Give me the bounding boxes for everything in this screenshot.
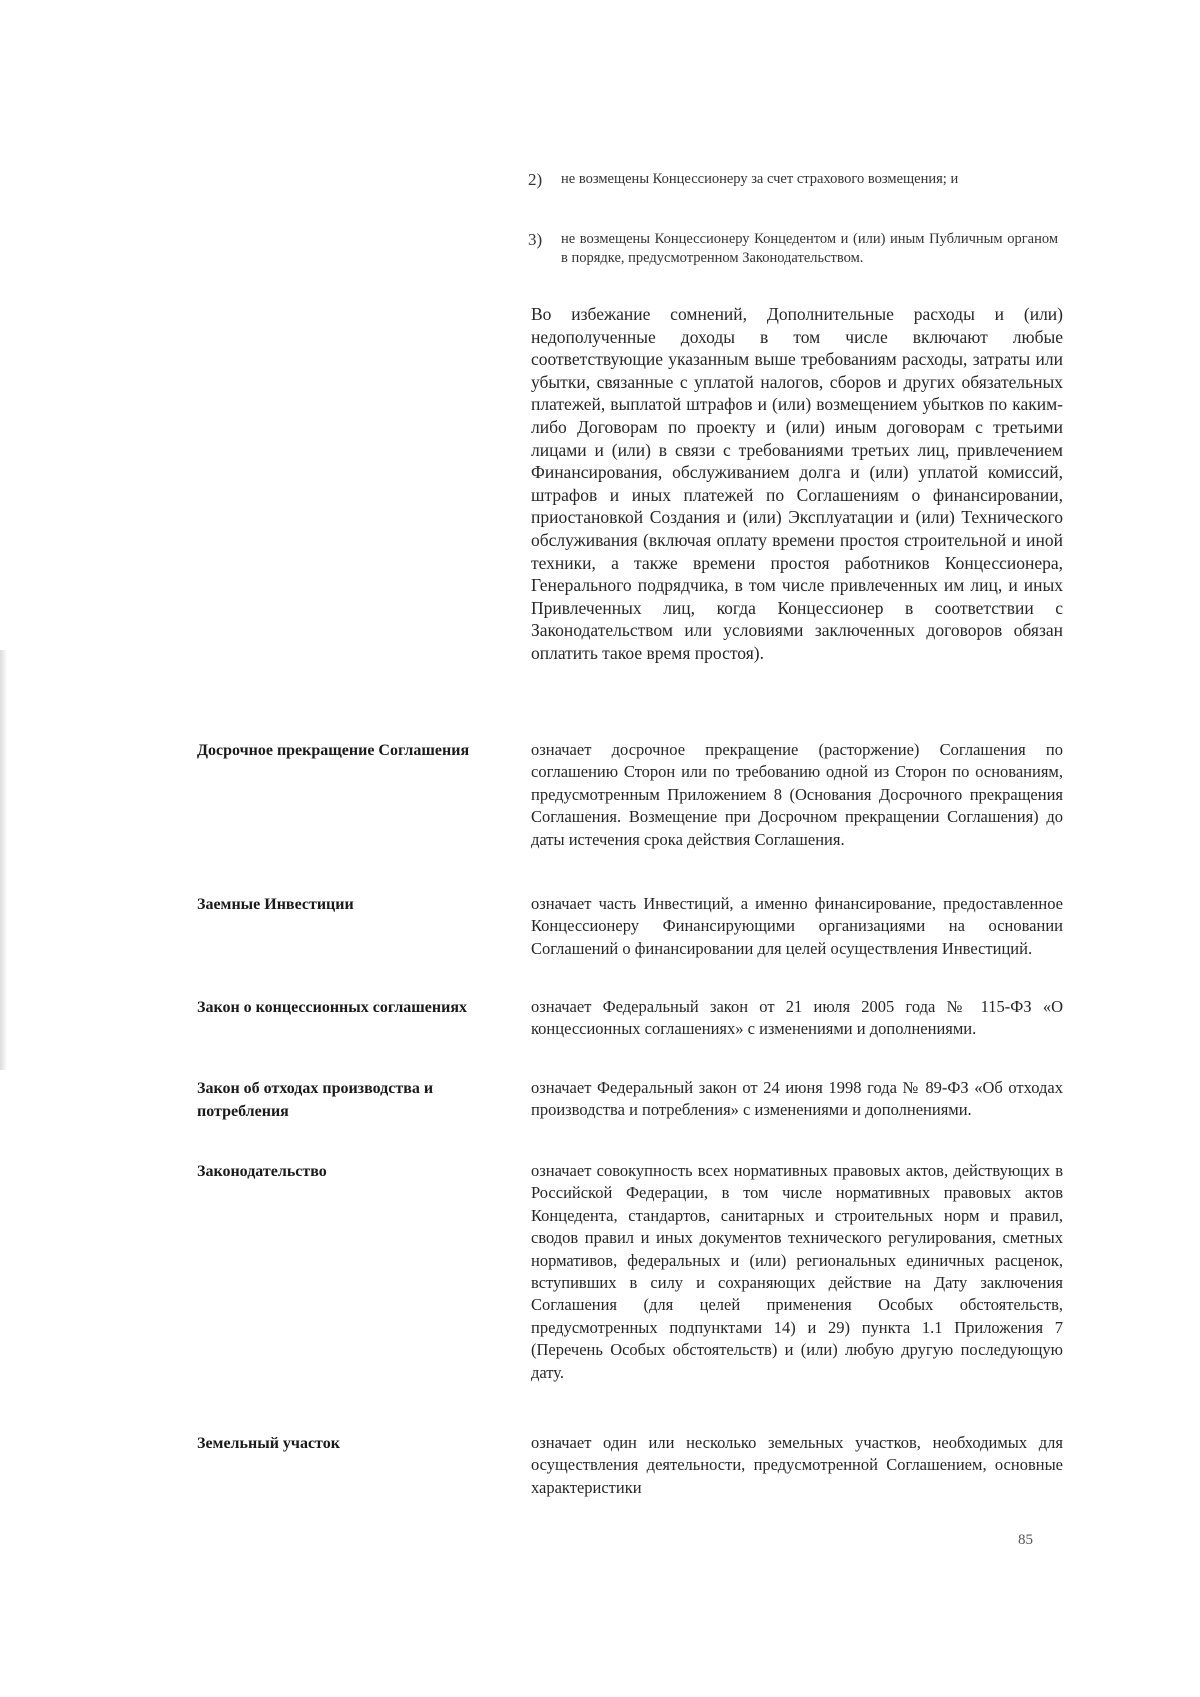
list-item-2 [528, 170, 1058, 189]
definition-land-plot: означает один или несколько земельных участков, необходимых для осуществления деятельности, предусмотренной Соглашением, основные характеристики [531, 1433, 1063, 1497]
term-early-termination: Досрочное прекращение Соглашения [197, 742, 470, 759]
definition-waste-law: означает Федеральный закон от 24 июня 1998 года № 89-ФЗ «Об отходах производства и потребления» с изменениями и дополнениями. [531, 1078, 1063, 1120]
definition-early-termination: означает досрочное прекращение (расторжение) Соглашения по соглашению Сторон или по требованию одной из Сторон по основаниям, предусмотренным Приложением 8 (Основания Досрочного прекращения Соглашения. Возмещение при Досрочном прекращении Соглашения) до даты истечения срока действия Соглашения. [531, 740, 1063, 849]
term-waste-law: Закон об отходах производства и потребления [197, 1080, 434, 1120]
clarification-paragraph: Во избежание сомнений, Дополнительные расходы и (или) недополученные доходы в том числе включают любые соответствующие указанным выше требованиям расходы, затраты или убытки, связанные с уплатой налогов, сборов и других обязательных платежей, выплатой штрафов и (или) возмещением убытков по каким-либо Договорам по проекту и (или) иным договорам с третьими лицами и (или) в связи с требованиями третьих лиц, привлечением Финансирования, обслуживанием долга и (или) уплатой комиссий, штрафов и иных платежей по Соглашениям о финансировании, приостановкой Создания и (или) Эксплуатации и (или) Технического обслуживания (включая оплату времени простоя строительной и иной техники, а также времени простоя работников Концессионера, Генерального подрядчика, в том числе привлеченных им лиц, и иных Привлеченных лиц, когда Концессионер в соответствии с Законодательством или условиями заключенных договоров обязан оплатить такое время простоя). [531, 304, 1063, 663]
list-item-number: 3) [528, 230, 543, 249]
definition-legislation: означает совокупность всех нормативных правовых актов, действующих в Российской Федерации, в том числе нормативных правовых актов Концедента, стандартов, санитарных и строительных норм и правил, сводов правил и иных документов технического регулирования, сметных нормативов, федеральных и (или) региональных единичных расценок, вступивших в силу и сохраняющих действие на Дату заключения Соглашения (для целей применения Особых обстоятельств, предусмотренных подпунктами 14) и 29) пункта 1.1 Приложения 7 (Перечень Особых обстоятельств) и (или) любую другую последующую дату. [531, 1161, 1063, 1382]
list-item-text: не возмещены Концессионеру за счет страхового возмещения; и [561, 171, 959, 187]
definition-concession-law: означает Федеральный закон от 21 июля 2005 года № 115-ФЗ «О концессионных соглашениях» с изменениями и дополнениями. [531, 997, 1063, 1039]
term-concession-law: Закон о концессионных соглашениях [197, 999, 467, 1016]
list-item-3 [528, 230, 1058, 268]
term-loan-investments: Заемные Инвестиции [197, 896, 354, 913]
definition-loan-investments: означает часть Инвестиций, а именно финансирование, предоставленное Концессионеру Финансирующими организациями на основании Соглашений о финансировании для целей осуществления Инвестиций. [531, 894, 1063, 958]
term-legislation: Законодательство [197, 1163, 327, 1180]
list-item-text: не возмещены Концессионеру Концедентом и (или) иным Публичным органом в порядке, предусмотренном Законодательством. [561, 231, 1058, 266]
term-land-plot: Земельный участок [197, 1435, 340, 1452]
list-item-number: 2) [528, 170, 543, 189]
page-number: 85 [1018, 1532, 1033, 1548]
